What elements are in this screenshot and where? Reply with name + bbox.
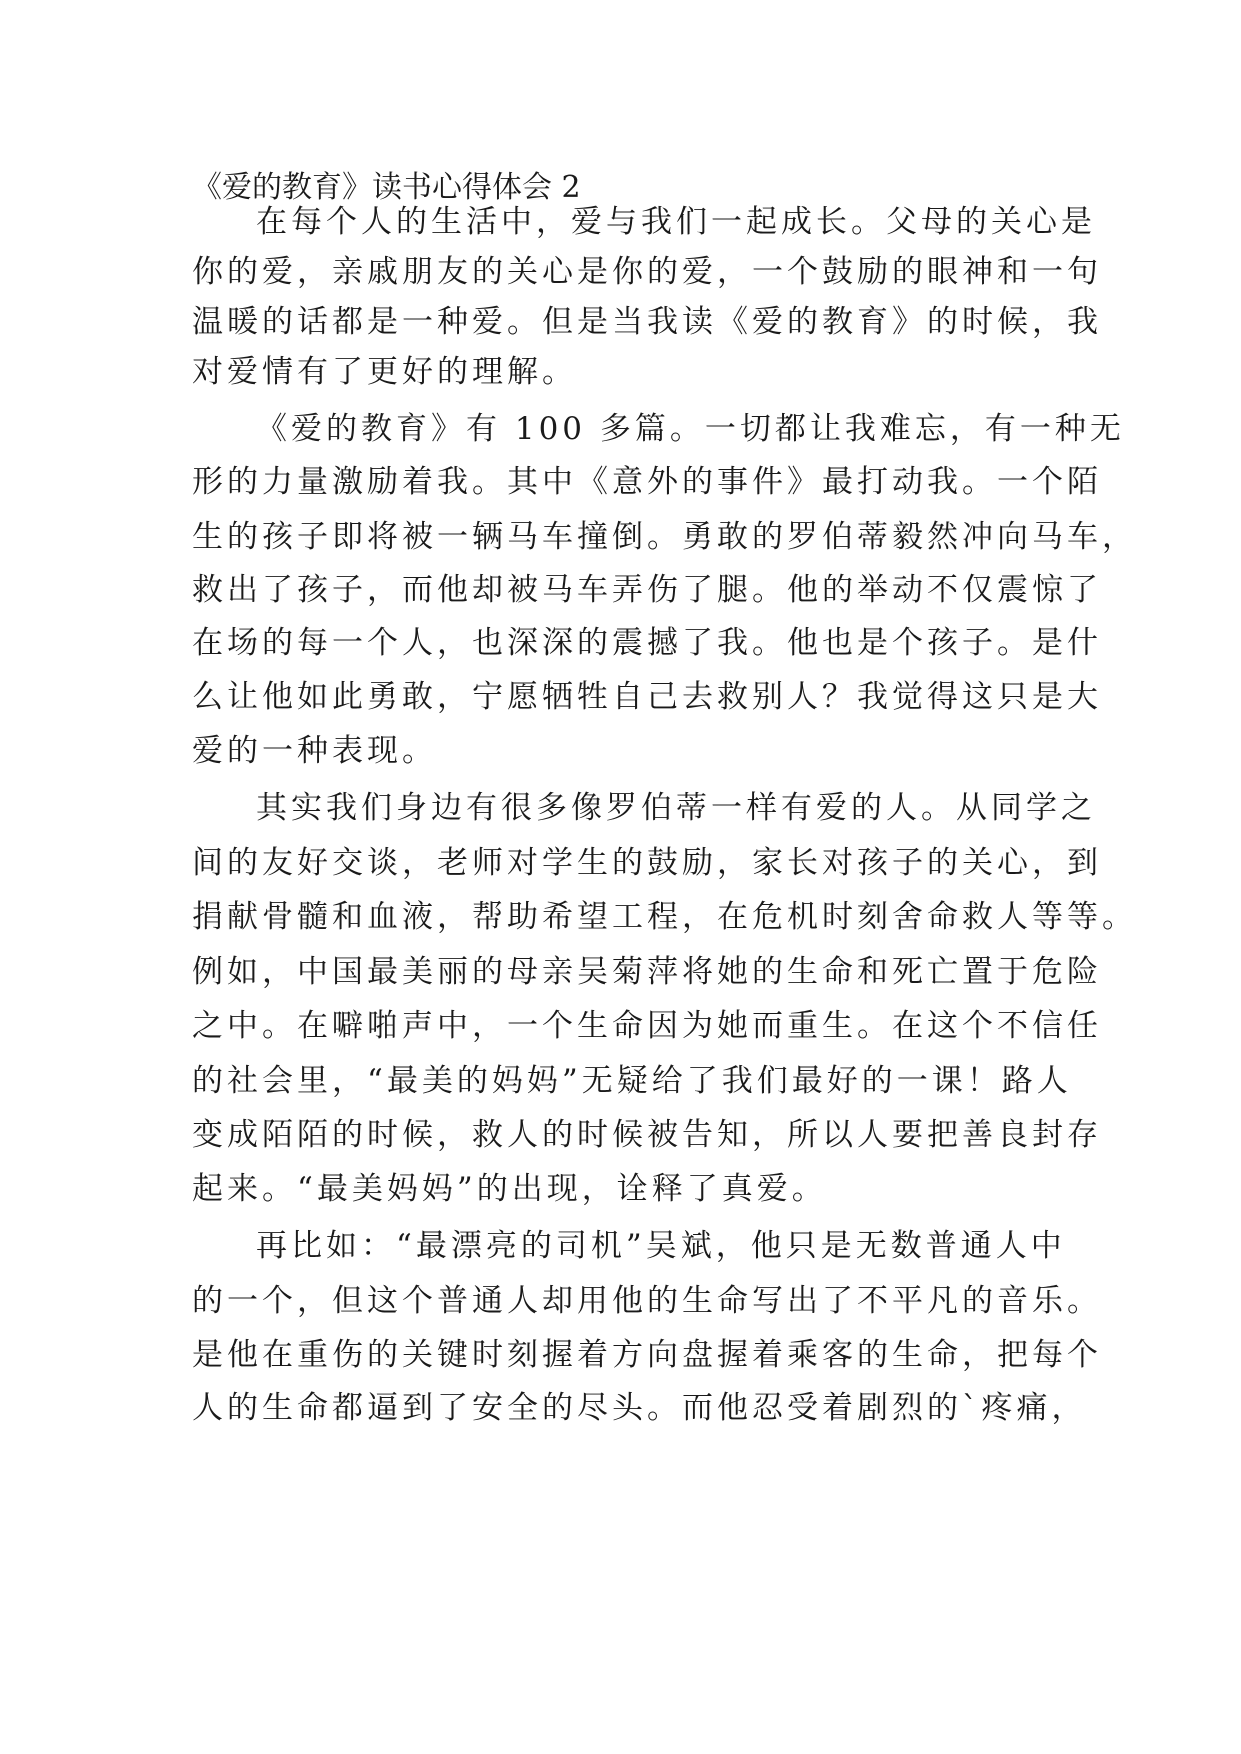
paragraph-line: 其实我们身边有很多像罗伯蒂一样有爱的人。从同学之: [256, 790, 1096, 826]
paragraph-line: 你的爱，亲戚朋友的关心是你的爱，一个鼓励的眼神和一句: [192, 254, 1102, 290]
paragraph-line: 例如，中国最美丽的母亲吴菊萍将她的生命和死亡置于危险: [192, 954, 1102, 990]
paragraph-line: 爱的一种表现。: [192, 733, 437, 769]
paragraph-line: 在每个人的生活中，爱与我们一起成长。父母的关心是: [256, 204, 1096, 240]
paragraph-line: 救出了孩子，而他却被马车弄伤了腿。他的举动不仅震惊了: [192, 572, 1102, 608]
paragraph-line: 《爱的教育》有 100 多篇。一切都让我难忘，有一种无: [256, 411, 1125, 447]
paragraph-line: 对爱情有了更好的理解。: [192, 354, 577, 390]
paragraph-line: 再比如：“最漂亮的司机”吴斌，他只是无数普通人中: [256, 1228, 1066, 1264]
paragraph-line: 的社会里，“最美的妈妈”无疑给了我们最好的一课！路人: [192, 1063, 1072, 1099]
paragraph-line: 人的生命都逼到了安全的尽头。而他忍受着剧烈的`疼痛，: [192, 1390, 1087, 1426]
paragraph-line: 起来。“最美妈妈”的出现，诠释了真爱。: [192, 1171, 827, 1207]
paragraph-line: 生的孩子即将被一辆马车撞倒。勇敢的罗伯蒂毅然冲向马车，: [192, 519, 1137, 555]
paragraph-line: 捐献骨髓和血液，帮助希望工程，在危机时刻舍命救人等等。: [192, 899, 1137, 935]
paragraph-line: 是他在重伤的关键时刻握着方向盘握着乘客的生命，把每个: [192, 1337, 1102, 1373]
paragraph-line: 温暖的话都是一种爱。但是当我读《爱的教育》的时候，我: [192, 304, 1102, 340]
paragraph-line: 变成陌陌的时候，救人的时候被告知，所以人要把善良封存: [192, 1117, 1102, 1153]
paragraph-line: 么让他如此勇敢，宁愿牺牲自己去救别人？我觉得这只是大: [192, 679, 1102, 715]
paragraph-line: 间的友好交谈，老师对学生的鼓励，家长对孩子的关心，到: [192, 845, 1102, 881]
paragraph-line: 形的力量激励着我。其中《意外的事件》最打动我。一个陌: [192, 464, 1102, 500]
paragraph-line: 之中。在噼啪声中，一个生命因为她而重生。在这个不信任: [192, 1008, 1102, 1044]
paragraph-line: 的一个，但这个普通人却用他的生命写出了不平凡的音乐。: [192, 1283, 1102, 1319]
document-title: 《爱的教育》读书心得体会 2: [192, 170, 581, 205]
paragraph-line: 在场的每一个人，也深深的震撼了我。他也是个孩子。是什: [192, 625, 1102, 661]
